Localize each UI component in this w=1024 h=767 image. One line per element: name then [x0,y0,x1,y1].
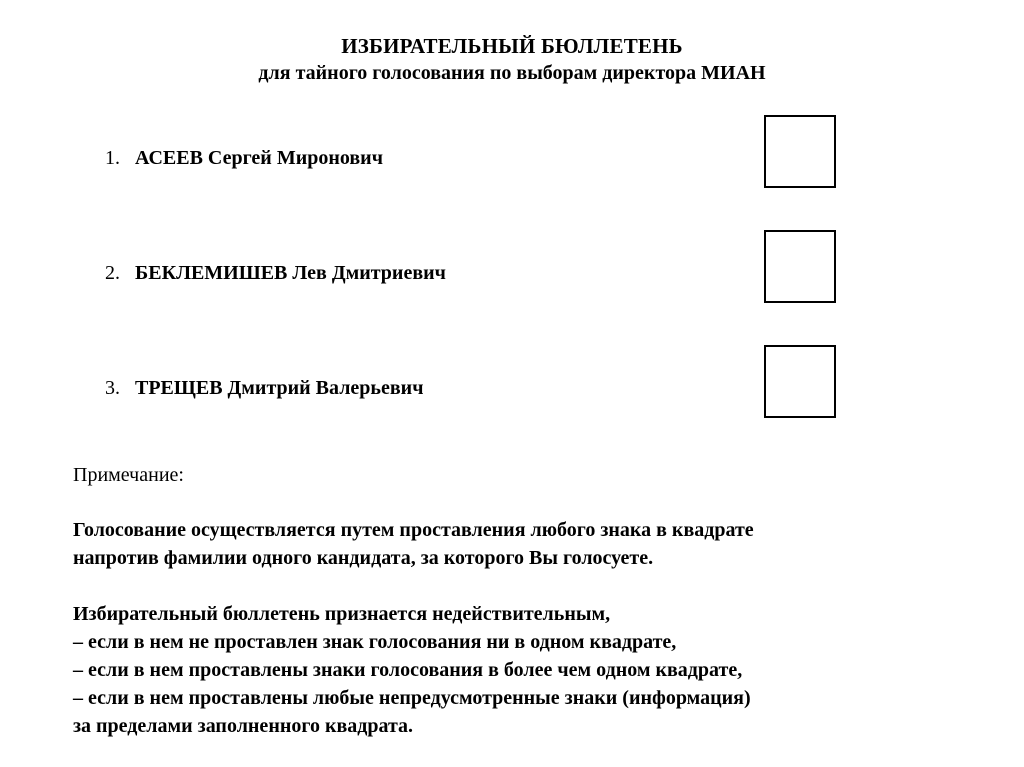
note-line: за пределами заполненного квадрата. [73,715,414,737]
note-line: Голосование осуществляется путем проставления любого знака в квадрате [73,519,754,541]
candidate-name: АСЕЕВ Сергей Миронович [135,147,383,169]
candidate-row-3 [105,376,423,400]
note-paragraph-1 [73,516,754,572]
note-heading: Примечание: [73,464,184,486]
vote-checkbox-2[interactable] [764,230,836,303]
ballot-title: ИЗБИРАТЕЛЬНЫЙ БЮЛЛЕТЕНЬ [341,34,683,58]
note-line: – если в нем проставлены знаки голосования в более чем одном квадрате, [73,659,743,681]
note-line: Избирательный бюллетень признается недействительным, [73,603,611,625]
note-line: – если в нем не проставлен знак голосования ни в одном квадрате, [73,631,677,653]
candidate-row-2 [105,261,446,285]
vote-checkbox-1[interactable] [764,115,836,188]
candidate-number: 3. [105,377,120,399]
candidate-number: 1. [105,147,120,169]
candidate-number: 2. [105,262,120,284]
candidate-row-1 [105,146,383,170]
ballot-subtitle: для тайного голосования по выборам директора МИАН [258,62,766,84]
note-line: – если в нем проставлены любые непредусмотренные знаки (информация) [73,687,751,709]
candidate-name: ТРЕЩЕВ Дмитрий Валерьевич [135,377,424,399]
candidate-name: БЕКЛЕМИШЕВ Лев Дмитриевич [135,262,446,284]
note-paragraph-2 [73,600,751,740]
note-line: напротив фамилии одного кандидата, за которого Вы голосуете. [73,547,654,569]
vote-checkbox-3[interactable] [764,345,836,418]
